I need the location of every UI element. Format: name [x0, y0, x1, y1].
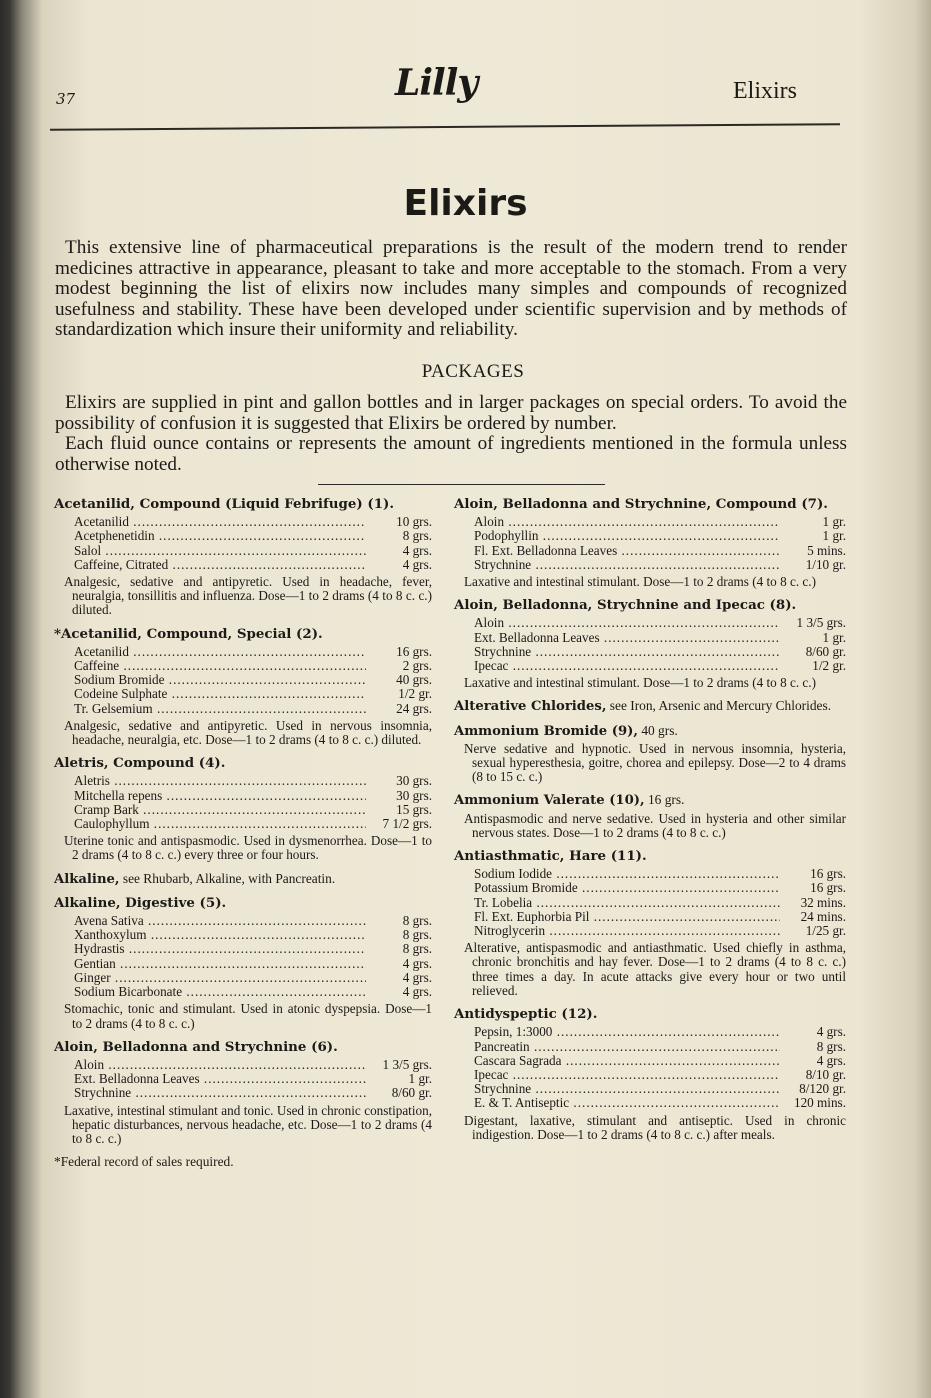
- ingredient-row: [474, 1040, 846, 1054]
- ingredient-amount: 8/60 gr.: [805, 643, 846, 659]
- ingredient-name: Podophyllin .....: [474, 529, 780, 543]
- formula-entry: [454, 724, 846, 785]
- ingredient-row: [474, 910, 846, 924]
- ingredient-row: [74, 971, 432, 985]
- footnote: *Federal record of sales required.: [54, 1154, 234, 1170]
- ingredient-amount: 4 grs.: [402, 542, 432, 558]
- ingredient-row: [74, 645, 432, 659]
- ingredient-row: [74, 914, 432, 928]
- ingredient-row: [74, 529, 432, 543]
- ingredient-name: Hydrastis .....: [74, 942, 366, 956]
- ingredient-amount: 30 grs.: [396, 773, 432, 789]
- reference-title: Alterative Chlorides,: [454, 699, 607, 715]
- ingredient-name: Tr. Gelsemium .....: [74, 702, 366, 716]
- ingredient-row: [474, 616, 846, 630]
- page-header: [0, 62, 931, 132]
- ingredient-name: Sodium Bromide .....: [74, 673, 366, 687]
- ingredient-name: Fl. Ext. Belladonna Leaves .....: [474, 544, 780, 558]
- ingredient-name: Cramp Bark .....: [74, 803, 366, 817]
- ingredient-row: [74, 515, 432, 529]
- ingredient-amount: 2 grs.: [402, 658, 432, 674]
- formula-entry: [54, 756, 432, 862]
- ingredient-name: Caffeine, Citrated .....: [74, 558, 366, 572]
- ingredient-name: Avena Sativa .....: [74, 914, 366, 928]
- formula-entry: [454, 1007, 846, 1142]
- ingredient-amount: 4 grs.: [402, 984, 432, 1000]
- ingredient-row: [474, 631, 846, 645]
- ingredient-name: Sodium Bicarbonate .....: [74, 985, 366, 999]
- ingredient-name: Salol .....: [74, 544, 366, 558]
- ingredient-row: [474, 515, 846, 529]
- entry-description: Analgesic, sedative and antipyretic. Used in nervous insomnia, headache, neuralgia, etc. Dose—1 to 2 drams (4 to 8 c. c.) diluted.: [64, 717, 432, 748]
- packages-paragraph-2: Each fluid ounce contains or represents the amount of ingredients mentioned in the formula unless otherwise noted.: [55, 433, 847, 475]
- ingredient-row: [474, 896, 846, 910]
- ingredient-name: Strychnine .....: [74, 1086, 366, 1100]
- ingredient-row: [474, 1025, 846, 1039]
- ingredient-name: Strychnine .....: [474, 558, 780, 572]
- entry-description: Analgesic, sedative and antipyretic. Used in headache, fever, neuralgia, tonsillitis and influenza. Dose—1 to 2 drams (4 to 8 c. c.) diluted.: [64, 574, 432, 618]
- formula-entry: [54, 896, 432, 1031]
- ingredient-row: [74, 1086, 432, 1100]
- entry-title: Aletris, Compound (4).: [54, 755, 226, 772]
- ingredient-amount: 16 grs.: [396, 643, 432, 659]
- ingredient-row: [74, 789, 432, 803]
- ingredient-amount: 8/120 gr.: [799, 1081, 846, 1097]
- ingredient-amount: 4 grs.: [816, 1024, 846, 1040]
- ingredient-name: Caulophyllum .....: [74, 817, 366, 831]
- ingredient-row: [474, 659, 846, 673]
- ingredient-amount: 1 gr.: [822, 629, 846, 645]
- ingredient-row: [74, 558, 432, 572]
- ingredient-amount: 24 grs.: [396, 700, 432, 716]
- ingredient-amount: 1 gr.: [408, 1071, 432, 1087]
- left-column: [54, 497, 432, 1169]
- page-number: 37: [56, 90, 76, 108]
- ingredient-name: Codeine Sulphate .....: [74, 687, 366, 701]
- page-title: Elixirs: [403, 183, 528, 224]
- ingredient-name: Cascara Sagrada .....: [474, 1054, 780, 1068]
- ingredient-row: [74, 817, 432, 831]
- entry-title: Antiasthmatic, Hare (11).: [454, 848, 647, 865]
- ingredient-amount: 8/60 gr.: [391, 1085, 432, 1101]
- ingredient-amount: 8 grs.: [402, 927, 432, 943]
- ingredient-amount: 1/25 gr.: [805, 923, 846, 939]
- ingredient-name: Ipecac .....: [474, 1068, 780, 1082]
- entry-description: Laxative and intestinal stimulant. Dose—1 to 2 drams (4 to 8 c. c.): [464, 675, 816, 691]
- header-rule: [50, 123, 840, 131]
- ingredient-row: [74, 985, 432, 999]
- entry-description: Alterative, antispasmodic and antiasthmatic. Used chiefly in asthma, chronic bronchitis and hay fever. Dose—1 to 2 drams (4 to 8 c. c.) three times a day. In acute attacks give every hour or two until relieved.: [464, 940, 846, 998]
- ingredient-name: E. & T. Antiseptic .....: [474, 1096, 780, 1110]
- ingredient-name: Pancreatin .....: [474, 1040, 780, 1054]
- ingredient-name: Nitroglycerin .....: [474, 924, 780, 938]
- packages-paragraph-1: Elixirs are supplied in pint and gallon bottles and in larger packages on special orders. To avoid the possibility of confusion it is suggested that Elixirs be ordered by number.: [55, 392, 847, 434]
- section-name: Elixirs: [733, 78, 797, 104]
- ingredient-name: Ginger .....: [74, 971, 366, 985]
- ingredient-row: [74, 702, 432, 716]
- entry-description: Laxative and intestinal stimulant. Dose—1 to 2 drams (4 to 8 c. c.): [464, 574, 816, 590]
- entry-title: Alkaline, Digestive (5).: [54, 894, 227, 911]
- ingredient-amount: 15 grs.: [396, 801, 432, 817]
- ingredient-row: [474, 544, 846, 558]
- ingredient-name: Aloin .....: [74, 1058, 366, 1072]
- ingredient-amount: 1/2 gr.: [812, 658, 846, 674]
- entry-title: Aloin, Belladonna and Strychnine, Compound (7).: [454, 496, 828, 512]
- ingredient-name: Strychnine .....: [474, 1082, 780, 1096]
- ingredient-row: [74, 942, 432, 956]
- ingredient-row: [74, 687, 432, 701]
- ingredient-row: [74, 659, 432, 673]
- packages-section: [55, 393, 847, 475]
- ingredient-name: Pepsin, 1:3000 .....: [474, 1025, 780, 1039]
- ingredient-amount: 10 grs.: [396, 514, 432, 530]
- ingredient-amount: 8 grs.: [402, 528, 432, 544]
- ingredient-name: Acetphenetidin .....: [74, 529, 366, 543]
- ingredient-row: [74, 957, 432, 971]
- packages-heading: PACKAGES: [421, 361, 525, 382]
- ingredient-amount: 24 mins.: [800, 908, 846, 924]
- ingredient-name: Caffeine .....: [74, 659, 366, 673]
- formula-entry: [54, 627, 432, 748]
- ingredient-row: [474, 529, 846, 543]
- ingredient-row: [474, 1054, 846, 1068]
- ingredient-row: [474, 924, 846, 938]
- intro-paragraph: This extensive line of pharmaceutical preparations is the result of the modern trend to render medicines attractive in appearance, pleasant to take and more acceptable to the stomach. From a very modest beginning the list of elixirs now includes many simples and compounds of recognized usefulness and stability. These have been developed under scientific supervision and by methods of standardization which insure their uniformity and reliability.: [55, 237, 847, 341]
- ingredient-amount: 8 grs.: [402, 941, 432, 957]
- ingredient-amount: 8 grs.: [402, 913, 432, 929]
- ingredient-name: Xanthoxylum .....: [74, 928, 366, 942]
- formula-entry: [54, 497, 432, 618]
- entry-strength: 40 grs.: [637, 722, 678, 738]
- ingredient-row: [74, 803, 432, 817]
- entry-description: Uterine tonic and antispasmodic. Used in dysmenorrhea. Dose—1 to 2 drams (4 to 8 c. c.) every three or four hours.: [64, 833, 432, 863]
- ingredient-row: [74, 544, 432, 558]
- entry-title: Acetanilid, Compound (Liquid Febrifuge) (1).: [54, 496, 395, 512]
- ingredient-name: Acetanilid .....: [74, 515, 366, 529]
- ingredient-amount: 4 grs.: [402, 969, 432, 985]
- entry-description: Laxative, intestinal stimulant and tonic. Used in chronic constipation, hepatic disturbances, nervous headache, etc. Dose—1 to 2 drams (4 to 8 c. c.): [64, 1102, 432, 1146]
- ingredient-name: Ext. Belladonna Leaves .....: [474, 631, 780, 645]
- section-divider: [318, 484, 605, 485]
- ingredient-name: Acetanilid .....: [74, 645, 366, 659]
- ingredient-amount: 7 1/2 grs.: [382, 816, 432, 832]
- ingredient-row: [74, 673, 432, 687]
- ingredient-amount: 16 grs.: [810, 866, 846, 882]
- entry-description: Stomachic, tonic and stimulant. Used in atonic dyspepsia. Dose—1 to 2 drams (4 to 8 c. c.): [64, 1001, 432, 1031]
- cross-reference: [54, 872, 432, 887]
- ingredient-row: [474, 1068, 846, 1082]
- ingredient-name: Sodium Iodide .....: [474, 867, 780, 881]
- ingredient-amount: 4 grs.: [402, 955, 432, 971]
- ingredient-amount: 8 grs.: [816, 1038, 846, 1054]
- cross-reference: [454, 699, 846, 714]
- entry-strength: 16 grs.: [644, 792, 685, 808]
- entry-description: Digestant, laxative, stimulant and antiseptic. Used in chronic indigestion. Dose—1 to 2 drams (4 to 8 c. c.) after meals.: [464, 1112, 846, 1142]
- ingredient-amount: 4 grs.: [816, 1052, 846, 1068]
- ingredient-amount: 32 mins.: [800, 894, 846, 910]
- formula-entry: [454, 598, 846, 690]
- lilly-logo: Lilly: [395, 62, 478, 104]
- ingredient-name: Fl. Ext. Euphorbia Pil .....: [474, 910, 780, 924]
- ingredient-row: [74, 1072, 432, 1086]
- ingredient-row: [474, 867, 846, 881]
- entry-title: Antidyspeptic (12).: [454, 1006, 598, 1023]
- right-column: [454, 497, 846, 1151]
- formula-entry: [54, 1040, 432, 1146]
- ingredient-amount: 8/10 gr.: [805, 1066, 846, 1082]
- ingredient-row: [474, 558, 846, 572]
- ingredient-name: Aloin .....: [474, 515, 780, 529]
- reference-title: Alkaline,: [54, 871, 120, 887]
- ingredient-name: Aloin .....: [474, 616, 780, 630]
- ingredient-amount: 1 3/5 grs.: [382, 1056, 432, 1072]
- entry-description: Antispasmodic and nerve sedative. Used in hysteria and other similar nervous states. Dose—1 to 2 drams (4 to 8 c. c.): [464, 810, 846, 840]
- ingredient-name: Gentian .....: [74, 957, 366, 971]
- formula-entry: [454, 497, 846, 589]
- entry-title: *Acetanilid, Compound, Special (2).: [54, 625, 323, 642]
- entry-description: Nerve sedative and hypnotic. Used in nervous insomnia, hysteria, sexual hyperesthesia, goitre, chorea and epilepsy. Dose—2 to 4 drams (8 to 15 c. c.): [464, 740, 846, 785]
- ingredient-amount: 40 grs.: [396, 672, 432, 688]
- ingredient-amount: 30 grs.: [396, 787, 432, 803]
- ingredient-name: Ipecac .....: [474, 659, 780, 673]
- reference-text: see Rhubarb, Alkaline, with Pancreatin.: [119, 870, 336, 886]
- ingredient-amount: 1 gr.: [822, 528, 846, 544]
- ingredient-amount: 4 grs.: [402, 556, 432, 572]
- formula-entry: [454, 793, 846, 840]
- formula-entry: [454, 849, 846, 998]
- ingredient-amount: 16 grs.: [810, 880, 846, 896]
- reference-text: see Iron, Arsenic and Mercury Chlorides.: [606, 698, 832, 714]
- ingredient-amount: 5 mins.: [807, 542, 846, 558]
- ingredient-row: [474, 1096, 846, 1110]
- ingredient-amount: 1 gr.: [822, 514, 846, 530]
- ingredient-name: Strychnine .....: [474, 645, 780, 659]
- ingredient-name: Potassium Bromide .....: [474, 881, 780, 895]
- ingredient-name: Ext. Belladonna Leaves .....: [74, 1072, 366, 1086]
- ingredient-row: [474, 881, 846, 895]
- ingredient-amount: 1/2 gr.: [398, 686, 432, 702]
- ingredient-row: [74, 1058, 432, 1072]
- ingredient-name: Aletris .....: [74, 774, 366, 788]
- ingredient-name: Mitchella repens .....: [74, 789, 366, 803]
- ingredient-row: [474, 645, 846, 659]
- ingredient-row: [74, 928, 432, 942]
- entry-title: Aloin, Belladonna, Strychnine and Ipecac (8).: [454, 597, 797, 614]
- ingredient-amount: 120 mins.: [793, 1095, 846, 1111]
- entry-title: Aloin, Belladonna and Strychnine (6).: [54, 1038, 338, 1055]
- ingredient-row: [74, 774, 432, 788]
- ingredient-name: Tr. Lobelia .....: [474, 896, 780, 910]
- entry-title: Ammonium Bromide (9),: [454, 723, 638, 739]
- ingredient-amount: 1 3/5 grs.: [796, 615, 846, 631]
- ingredient-amount: 1/10 gr.: [805, 556, 846, 572]
- entry-title: Ammonium Valerate (10),: [454, 793, 645, 809]
- ingredient-row: [474, 1082, 846, 1096]
